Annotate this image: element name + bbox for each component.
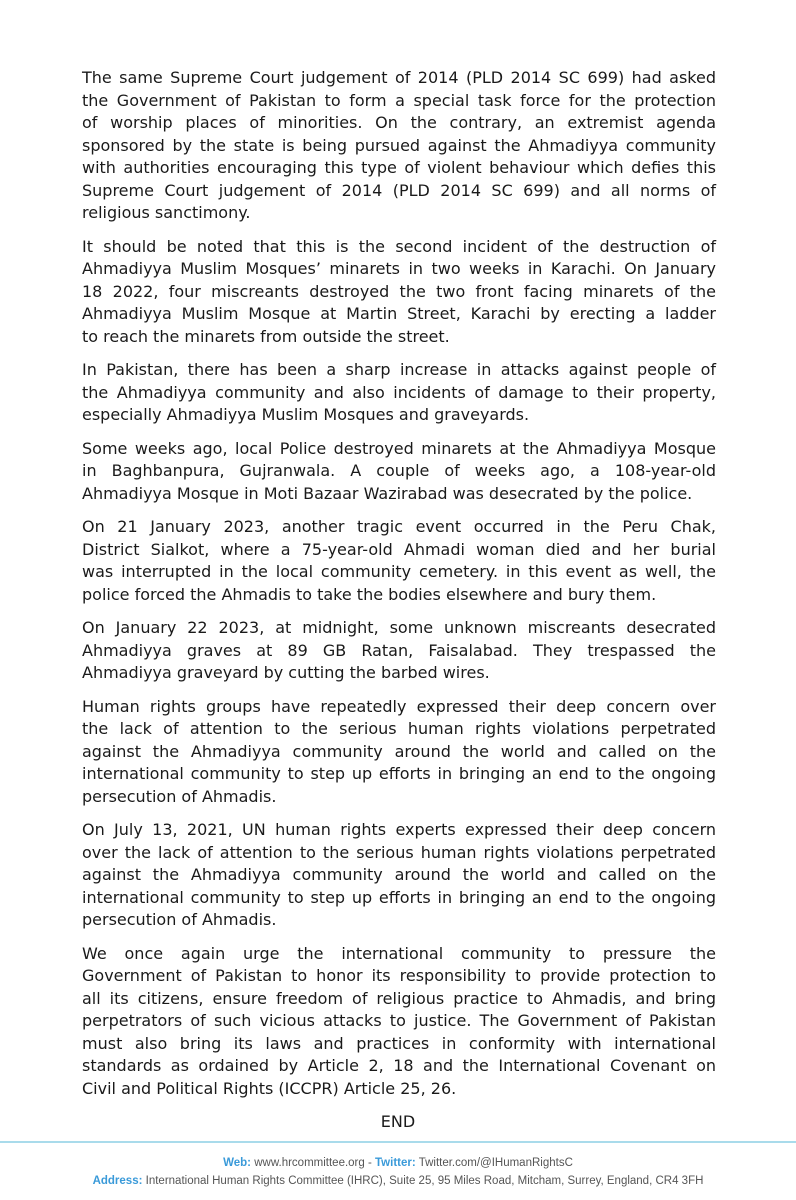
paragraph [82,236,716,349]
paragraph-line: We once again urge the international community to pressure the [82,943,716,963]
paragraph-line: police forced the Ahmadis to take the bodies elsewhere and bury them. [82,584,657,604]
paragraph-line: Supreme Court judgement of 2014 (PLD 2014 SC 699) and all norms of [82,180,716,200]
paragraph-line: persecution of Ahmadis. [82,910,277,929]
paragraph-line: Some weeks ago, local Police destroyed minarets at the Ahmadiyya Mosque [82,438,716,458]
paragraph-line: The same Supreme Court judgement of 2014 (PLD 2014 SC 699) had asked [82,68,716,87]
paragraph-line: Ahmadiyya Muslim Mosque at Martin Street, Karachi by erecting a ladder [82,304,716,323]
paragraph-line: international community to step up efforts in bringing an end to the ongoing [82,887,716,907]
paragraph-line: against the Ahmadiyya community around the world and called on the [82,865,716,884]
paragraph-line: Human rights groups have repeatedly expressed their deep concern over [82,696,716,716]
paragraph-line: against the Ahmadiyya community around the world and called on the [82,741,716,761]
document-body [82,67,716,1100]
paragraph [82,438,716,506]
address-text: International Human Rights Committee (IHRC), Suite 25, 95 Miles Road, Mitcham, Surrey, England, CR4 3FH [145,1175,704,1187]
paragraph-line: in Baghbanpura, Gujranwala. A couple of weeks ago, a 108-year-old [82,461,716,480]
paragraph [82,819,716,932]
paragraph-line: with authorities encouraging this type of violent behaviour which defies this [82,158,716,177]
paragraph-line: over the lack of attention to the serious human rights violations perpetrated [82,842,716,862]
paragraph-line: Ahmadiyya Muslim Mosques’ minarets in two weeks in Karachi. On January [82,259,716,278]
footer-web-line [0,1154,796,1172]
paragraph-line: standards as ordained by Article 2, 18 and the International Covenant on [82,1056,716,1075]
paragraph [82,696,716,809]
paragraph-line: the Ahmadiyya community and also incidents of damage to their property, [82,382,716,402]
web-link[interactable]: www.hrcommittee.org - [254,1157,372,1169]
paragraph-line: of worship places of minorities. On the contrary, an extremist agenda [82,113,716,132]
paragraph [82,617,716,685]
paragraph [82,516,716,606]
paragraph-line: must also bring its laws and practices in conformity with international [82,1033,716,1053]
paragraph-line: to reach the minarets from outside the street. [82,326,450,346]
paragraph-line: District Sialkot, where a 75-year-old Ahmadi woman died and her burial [82,539,716,559]
paragraph-line: all its citizens, ensure freedom of religious practice to Ahmadis, and bring [82,988,716,1008]
paragraph-line: 18 2022, four miscreants destroyed the two front facing minarets of the [82,281,716,301]
paragraph [82,359,716,427]
paragraph-line: Ahmadiyya graveyard by cutting the barbed wires. [82,663,490,682]
paragraph-line: sponsored by the state is being pursued against the Ahmadiyya community [82,135,716,155]
footer-divider [0,1141,796,1143]
paragraph-line: perpetrators of such vicious attacks to justice. The Government of Pakistan [82,1011,716,1030]
twitter-link[interactable]: Twitter.com/@IHumanRightsC [418,1157,573,1169]
paragraph-line: On July 13, 2021, UN human rights experts expressed their deep concern [82,820,716,839]
web-label: Web: [223,1157,252,1169]
twitter-label: Twitter: [375,1157,416,1169]
paragraph-line: Civil and Political Rights (ICCPR) Article 25, 26. [82,1078,457,1098]
paragraph-line: persecution of Ahmadis. [82,786,277,806]
paragraph-line: Ahmadiyya Mosque in Moti Bazaar Wazirabad was desecrated by the police. [82,483,693,503]
address-label: Address: [92,1175,143,1187]
paragraph [82,67,716,225]
paragraph-line: especially Ahmadiyya Muslim Mosques and graveyards. [82,405,530,424]
paragraph-line: In Pakistan, there has been a sharp increase in attacks against people of [82,360,716,379]
paragraph-line: international community to step up efforts in bringing an end to the ongoing [82,764,716,783]
footer-address-line [0,1172,796,1190]
paragraph-line: the Government of Pakistan to form a special task force for the protection [82,90,716,110]
paragraph-line: religious sanctimony. [82,203,251,222]
paragraph-line: It should be noted that this is the second incident of the destruction of [82,236,716,256]
paragraph-line: On 21 January 2023, another tragic event occurred in the Peru Chak, [82,517,716,536]
end-marker: END [380,1112,416,1131]
paragraph-line: Ahmadiyya graves at 89 GB Ratan, Faisalabad. They trespassed the [82,640,716,660]
paragraph-line: On January 22 2023, at midnight, some unknown miscreants desecrated [82,618,716,637]
paragraph-line: was interrupted in the local community cemetery. in this event as well, the [82,562,716,581]
paragraph-line: Government of Pakistan to honor its responsibility to provide protection to [82,966,716,985]
paragraph-line: the lack of attention to the serious human rights violations perpetrated [82,719,716,738]
paragraph [82,943,716,1101]
